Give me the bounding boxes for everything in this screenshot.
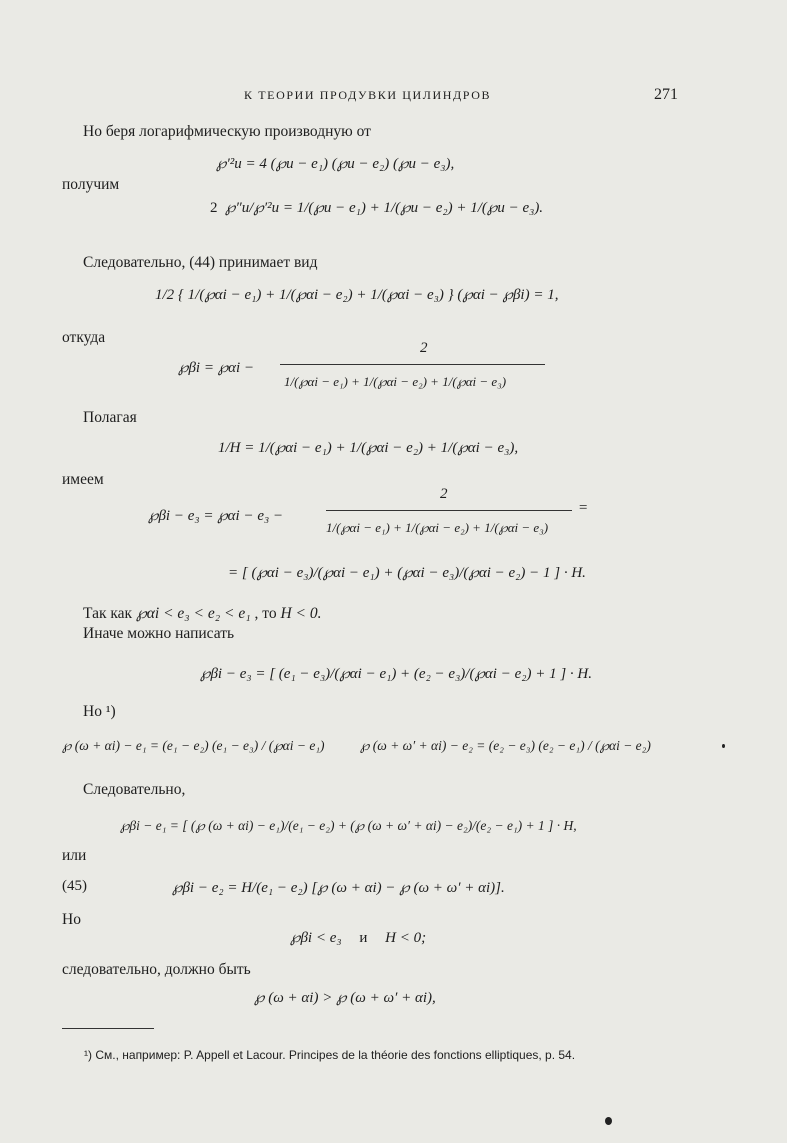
eq6-numerator: 2 [440, 486, 448, 502]
eq4-fraction-bar [280, 364, 545, 365]
equation-5 [218, 438, 518, 457]
text-line-6: имеем [62, 471, 104, 488]
page-header [0, 86, 787, 110]
eq11-right: H < 0; [385, 930, 427, 946]
eq3-lhs: 1/2 [155, 287, 175, 303]
ink-spot [605, 1117, 612, 1125]
eq2-coefficient: 2 [210, 200, 218, 216]
eq6-lhs: ℘βi − e₃ = ℘αi − e₃ − [148, 508, 284, 524]
ink-speck [722, 744, 725, 748]
text-line-3: Следовательно, (44) принимает вид [83, 254, 318, 271]
equation-6-continued: = [ (℘αi − e₃)/(℘αi − e₁) + (℘αi − e₃)/(℘αi − e₂) − 1 ] · H. [228, 565, 586, 581]
eq6-fraction-bar [326, 510, 572, 511]
text-line-8: Иначе можно написать [83, 625, 235, 642]
footnote [84, 1048, 575, 1062]
running-title: К ТЕОРИИ ПРОДУВКИ ЦИЛИНДРОВ [244, 88, 492, 102]
footnote-text: См., например: P. Appell et Lacour. Principes de la théorie des fonctions elliptiques, p. 54. [95, 1048, 576, 1062]
footnote-rule [62, 1028, 154, 1029]
eq5-rhs: 1/(℘αi − e₁) + 1/(℘αi − e₂) + 1/(℘αi − e₃), [258, 440, 519, 456]
inequality-1: ℘αi < e₃ < e₂ < e₁ [135, 605, 251, 622]
equation-8a: ℘ (ω + αi) − e₁ = (e₁ − e₂) (e₁ − e₃) / (℘αi − e₁) [62, 738, 325, 753]
text-line-10: Следовательно, [83, 781, 186, 798]
page-number: 271 [654, 86, 678, 103]
equation-9: ℘βi − e₁ = [ (℘ (ω + αi) − e₁)/(e₁ − e₂) + (℘ (ω + ω′ + αi) − e₂)/(e₂ − e₁) + 1 ] · H, [120, 818, 577, 833]
eq11-and: и [359, 930, 368, 946]
eq6-equals: = [578, 500, 589, 516]
eq11-left: ℘βi < e₃ [290, 930, 342, 946]
eq4-lhs: ℘βi = ℘αi − [178, 360, 255, 376]
equation-12: ℘ (ω + αi) > ℘ (ω + ω′ + αi), [254, 990, 436, 1006]
text-line-4: откуда [62, 329, 106, 346]
equation-3 [155, 285, 558, 304]
equation-10: ℘βi − e₂ = H/(e₁ − e₂) [℘ (ω + αi) − ℘ (ω + ω′ + αi)]. [172, 880, 505, 896]
eq3-tail: (℘αi − ℘βi) = 1, [457, 287, 559, 303]
equation-7: ℘βi − e₃ = [ (e₁ − e₃)/(℘αi − e₁) + (e₂ − e₃)/(℘αi − e₂) + 1 ] · H. [200, 666, 592, 682]
inequality-2: H < 0. [280, 605, 322, 622]
equation-8b: ℘ (ω + ω′ + αi) − e₂ = (e₂ − e₃) (e₂ − e₁) / (℘αi − e₂) [360, 738, 651, 753]
eq4-denominator: 1/(℘αi − e₁) + 1/(℘αi − e₂) + 1/(℘αi − e₃) [284, 374, 507, 389]
text-line-1: Но беря логарифмическую производную от [83, 123, 371, 140]
eq4-numerator: 2 [420, 340, 428, 356]
equation-4 [178, 358, 254, 377]
footnote-mark: ¹) [84, 1048, 92, 1062]
eq2-body: ℘″u/℘′²u = 1/(℘u − e₁) + 1/(℘u − e₂) + 1/(℘u − e₃). [221, 200, 544, 216]
eq6-denominator: 1/(℘αi − e₁) + 1/(℘αi − e₂) + 1/(℘αi − e₃) [326, 520, 549, 535]
equation-number-45: (45) [62, 878, 87, 894]
equation-2 [210, 198, 543, 217]
text-line-7a: Так как [83, 605, 133, 622]
text-line-13: следовательно, должно быть [62, 961, 251, 978]
text-line-5: Полагая [83, 409, 137, 426]
text-line-12: Но [62, 911, 81, 928]
eq5-lhs: 1/H = [218, 440, 255, 456]
text-line-7 [83, 604, 322, 624]
text-line-7b: , то [254, 605, 277, 622]
text-line-9: Но ¹) [83, 703, 116, 720]
eq3-brace: { 1/(℘αi − e₁) + 1/(℘αi − e₂) + 1/(℘αi − e₃) } [177, 287, 458, 303]
text-line-2: получим [62, 176, 120, 193]
equation-11 [290, 928, 426, 947]
equation-6 [148, 506, 283, 525]
equation-1: ℘′²u = 4 (℘u − e₁) (℘u − e₂) (℘u − e₃), [216, 156, 455, 172]
text-line-11: или [62, 847, 87, 864]
